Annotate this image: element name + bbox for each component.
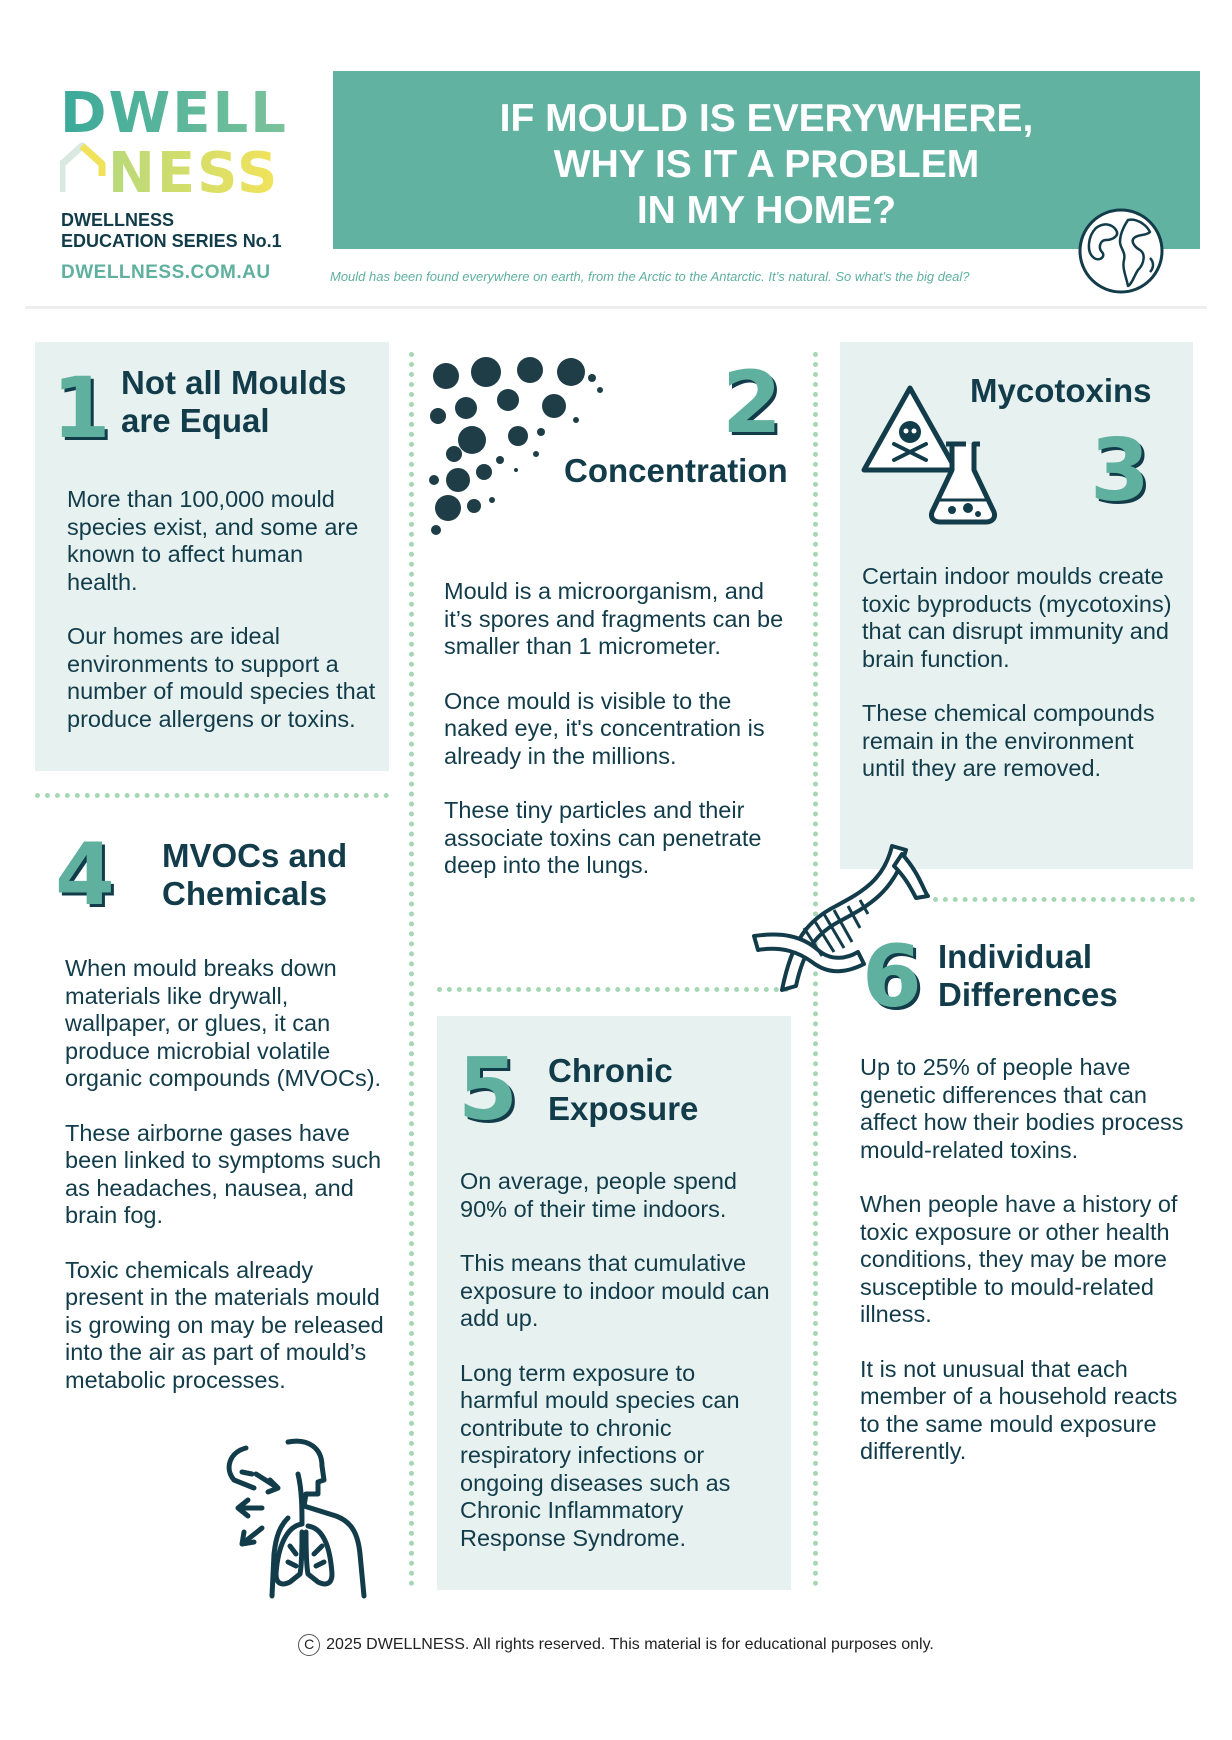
website-link[interactable]: DWELLNESS.COM.AU <box>61 262 271 283</box>
section-4-title-line-2: Chemicals <box>162 875 328 912</box>
footer-text: 2025 DWELLNESS. All rights reserved. This material is for educational purposes only. <box>326 1636 934 1654</box>
title-line-3: IN MY HOME? <box>636 189 897 232</box>
section-4-title-line-1: MVOCs and <box>162 837 348 874</box>
section-5-paragraph-2: This means that cumulative exposure to indoor mould can add up. <box>460 1250 770 1331</box>
title-line-1: IF MOULD IS EVERYWHERE, <box>499 97 1034 140</box>
section-3-paragraph-2: These chemical compounds remain in the environment until they are removed. <box>862 700 1155 781</box>
dwellness-logo <box>60 84 310 196</box>
section-6-title <box>938 938 1118 1014</box>
section-1-body <box>67 486 377 733</box>
section-2-paragraph-1: Mould is a microorganism, and it’s spores and fragments can be smaller than 1 micrometer. <box>444 578 784 659</box>
section-5-number: 5 <box>458 1040 518 1140</box>
section-5-title-line-1: Chronic <box>548 1052 673 1089</box>
section-6-number: 6 <box>862 927 922 1027</box>
section-5-paragraph-1: On average, people spend 90% of their time indoors. <box>460 1168 737 1222</box>
globe-icon <box>1076 206 1166 296</box>
section-3-paragraph-1: Certain indoor moulds create toxic byproducts (mycotoxins) that can disrupt immunity and brain function. <box>862 563 1172 672</box>
section-2-number: 2 <box>722 353 782 453</box>
section-2-body <box>444 578 794 880</box>
header-divider <box>25 306 1207 309</box>
section-5-title-line-2: Exposure <box>548 1090 699 1127</box>
divider-s3-s6 <box>933 897 1195 902</box>
section-6-paragraph-1: Up to 25% of people have genetic differences that can affect how their bodies process mould-related toxins. <box>860 1054 1184 1163</box>
series-number: EDUCATION SERIES No.1 <box>61 231 282 251</box>
section-5-title <box>548 1052 698 1128</box>
section-2-paragraph-3: These tiny particles and their associate toxins can penetrate deep into the lungs. <box>444 797 762 878</box>
house-roof-icon <box>62 146 102 192</box>
divider-column-1 <box>409 352 414 1587</box>
section-6-paragraph-2: When people have a history of toxic exposure or other health conditions, they may be more susceptible to mould-related illness. <box>860 1191 1178 1327</box>
section-1-title-line-2: are Equal <box>121 402 270 439</box>
section-6-paragraph-3: It is not unusual that each member of a household reacts to the same mould exposure differently. <box>860 1355 1178 1464</box>
page-title <box>333 96 1200 234</box>
copyright-icon: C <box>298 1634 320 1656</box>
section-4-paragraph-1: When mould breaks down materials like drywall, wallpaper, or glues, it can produce microbial volatile organic compounds (MVOCs). <box>65 955 382 1091</box>
section-2-paragraph-2: Once mould is visible to the naked eye, it's concentration is already in the millions. <box>444 687 765 769</box>
series-label <box>61 210 282 252</box>
title-line-2: WHY IS IT A PROBLEM <box>553 143 980 186</box>
section-5-body <box>460 1168 780 1552</box>
section-4-paragraph-3: Toxic chemicals already present in the materials mould is growing on may be released into the air as part of mould’s metabolic processes. <box>65 1256 384 1393</box>
section-3-number: 3 <box>1090 421 1150 521</box>
section-1-title-line-1: Not all Moulds <box>121 364 347 401</box>
footer <box>0 1634 1232 1656</box>
toxic-warning-flask-icon <box>860 382 1005 528</box>
logo-text-dwell: DWELL <box>60 84 288 146</box>
section-3-title: Mycotoxins <box>970 372 1152 409</box>
section-4-number: 4 <box>55 825 115 925</box>
section-3-body <box>862 563 1180 783</box>
section-5-paragraph-3: Long term exposure to harmful mould species can contribute to chronic respiratory infections or ongoing diseases such as Chronic Inflammatory Response Syndrome. <box>460 1359 740 1551</box>
lungs-breathing-icon <box>218 1434 378 1602</box>
section-2-title: Concentration <box>564 452 788 489</box>
logo-text-ness: NESS <box>108 141 280 196</box>
mould-spores-icon <box>426 350 618 540</box>
section-4-title <box>162 837 347 913</box>
section-4-body <box>65 955 395 1394</box>
section-1-paragraph-2: Our homes are ideal environments to support a number of mould species that produce allergens or toxins. <box>67 623 376 732</box>
divider-s2-s5 <box>437 987 789 992</box>
section-1-paragraph-1: More than 100,000 mould species exist, and some are known to affect human health. <box>67 486 359 595</box>
series-brand: DWELLNESS <box>61 210 175 230</box>
section-6-title-line-1: Individual <box>938 938 1093 975</box>
section-1-number: 1 <box>52 359 111 457</box>
divider-s1-s4 <box>35 793 389 798</box>
header-tagline: Mould has been found everywhere on earth, from the Arctic to the Antarctic. It’s natural. So what’s the big deal? <box>330 269 970 284</box>
section-1-title <box>121 364 347 440</box>
section-4-paragraph-2: These airborne gases have been linked to symptoms such as headaches, nausea, and brain fog. <box>65 1119 382 1228</box>
section-6-title-line-2: Differences <box>938 976 1118 1013</box>
section-6-body <box>860 1054 1200 1466</box>
